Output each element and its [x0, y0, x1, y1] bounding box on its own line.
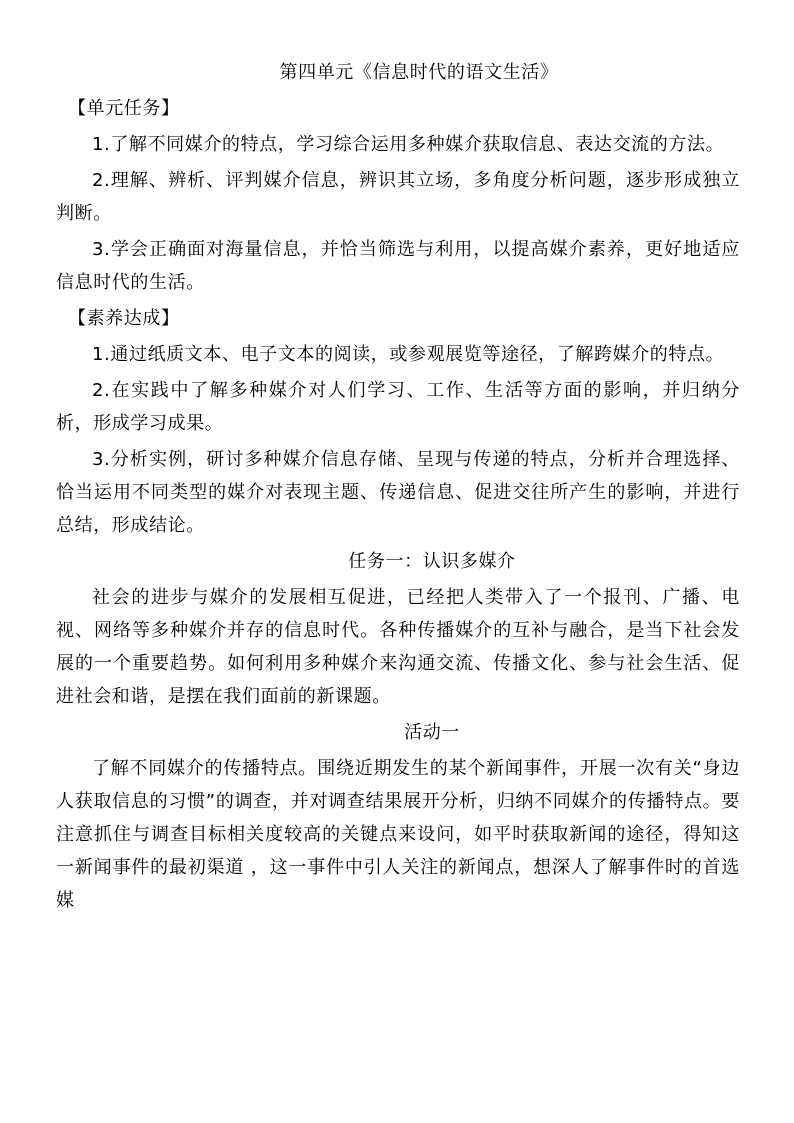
literacy-item-1: 1.通过纸质文本、电子文本的阅读，或参观展览等途径，了解跨媒介的特点。	[92, 344, 725, 365]
unit-task-item-3: 3.学会正确面对海量信息，并恰当筛选与利用，以提高媒介素养，更好地适应信息时代的生活。	[56, 239, 740, 293]
activity1-heading: 活动一	[404, 722, 460, 743]
document-body	[56, 56, 740, 920]
page-title: 第四单元《信息时代的语文生活》	[279, 62, 559, 83]
task1-heading: 任务一：认识多媒介	[348, 551, 516, 572]
literacy-item-3: 3.分析实例，研讨多种媒介信息存储、呈现与传递的特点，分析并合理选择、恰当运用不同类型的媒介对表现主题、传递信息、促进交往所产生的影响，并进行总结，形成结论。	[56, 449, 740, 536]
literacy-item-2: 2.在实践中了解多种媒介对人们学习、工作、生活等方面的影响，并归纳分析，形成学习成果。	[56, 380, 740, 434]
literacy-heading: 【素养达成】	[68, 308, 180, 329]
unit-task-item-1: 1.了解不同媒介的特点，学习综合运用多种媒介获取信息、表达交流的方法。	[92, 134, 725, 155]
task1-intro: 社会的进步与媒介的发展相互促进，已经把人类带入了一个报刊、广播、电视、网络等多种媒介并存的信息时代。各种传播媒介的互补与融合，是当下社会发展的一个重要趋势。如何利用多种媒介来沟通交流、传播文化、参与社会生活、促进社会和谐，是摆在我们面前的新课题。	[56, 587, 740, 707]
unit-task-heading: 【单元任务】	[68, 98, 180, 119]
activity1-text: 了解不同媒介的传播特点。围绕近期发生的某个新闻事件，开展一次有关“身边人获取信息的习惯”的调查，并对调查结果展开分析，归纳不同媒介的传播特点。要注意抓住与调查目标相关度较高的关键点来设问，如平时获取新闻的途径，得知这一新闻事件的最初渠道 ，这一事件中引人关注的新闻点，想深人了解事件时的首选媒	[56, 758, 740, 911]
unit-task-item-2: 2.理解、辨析、评判媒介信息，辨识其立场，多角度分析问题，逐步形成独立判断。	[56, 170, 740, 224]
